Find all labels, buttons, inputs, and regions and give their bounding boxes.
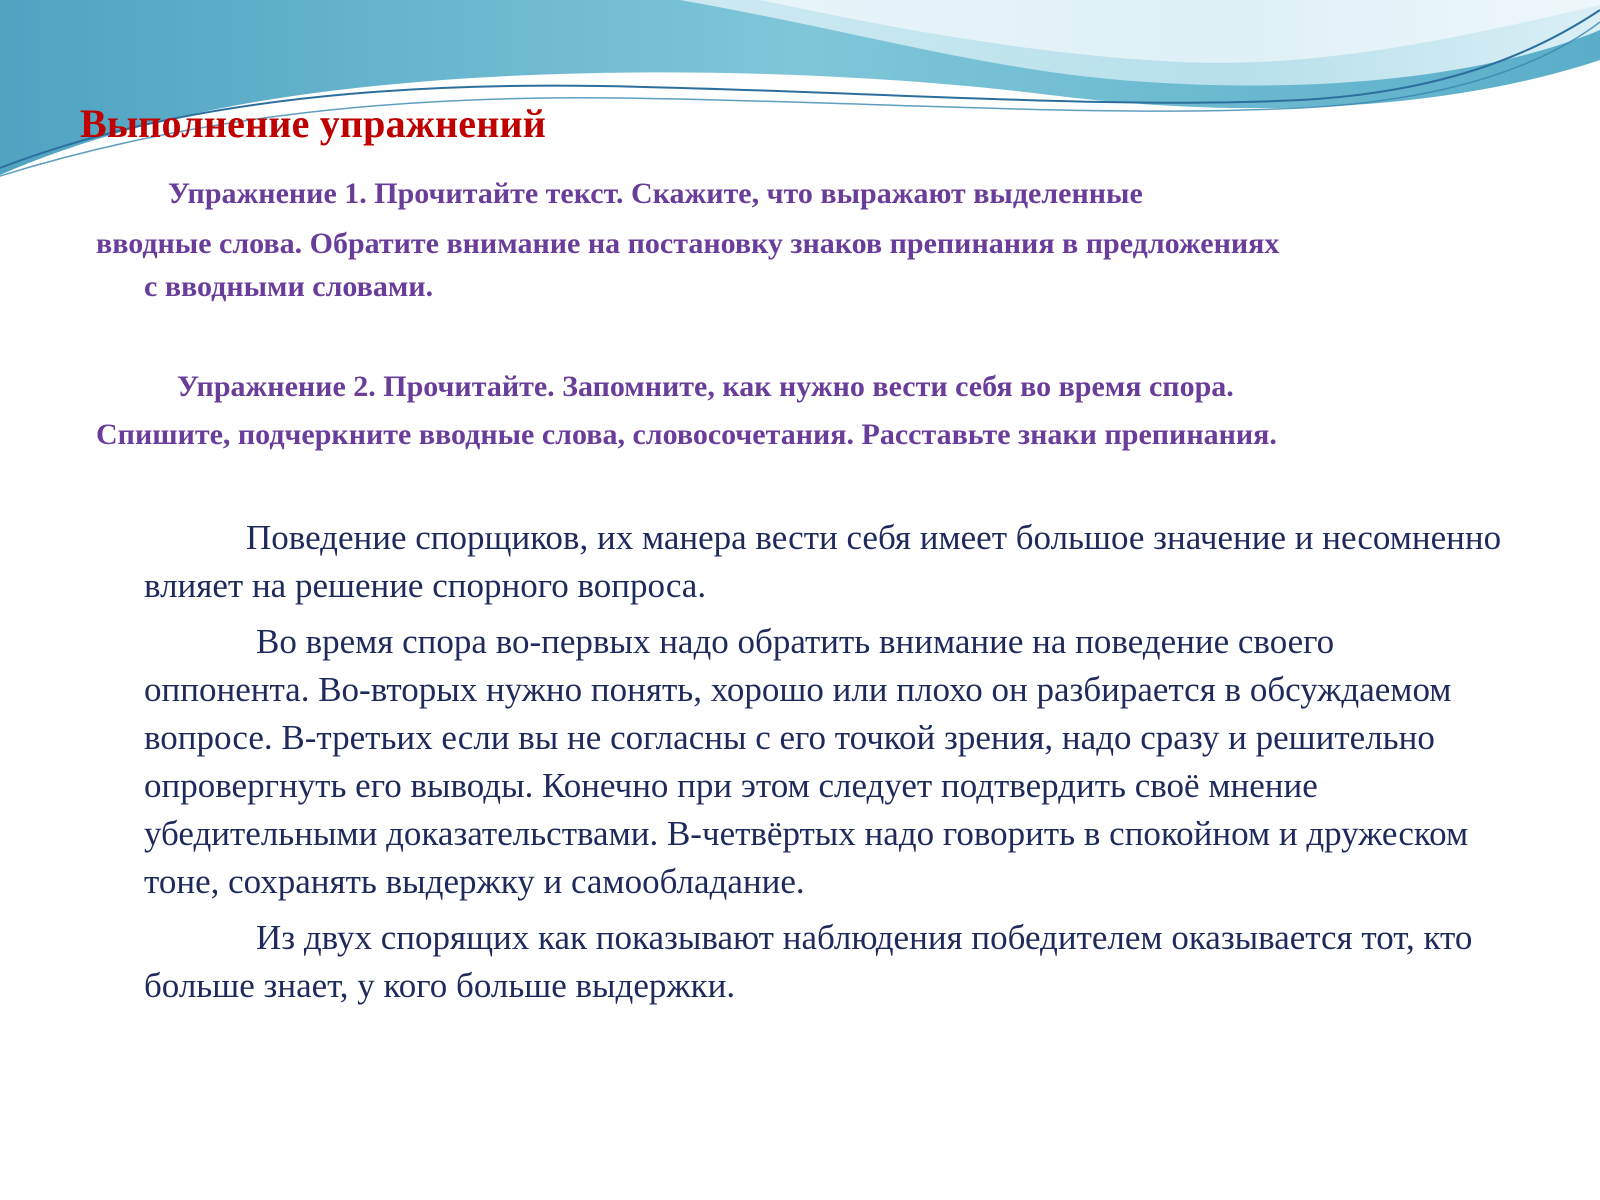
exercise-2-line-1: Упражнение 2. Прочитайте. Запомните, как нужно вести себя во время спора. (177, 370, 1234, 403)
paragraph-3: Из двух спорящих как показывают наблюдения победителем оказывается тот, кто больше знает, у кого больше выдержки. (144, 918, 1473, 1005)
exercise-1-line-1: Упражнение 1. Прочитайте текст. Скажите, что выражают выделенные (168, 177, 1143, 210)
paragraph-2: Во время спора во-первых надо обратить внимание на поведение своего оппонента. Во-вторых нужно понять, хорошо или плохо он разбирается в обсуждаемом вопросе. В-третьих если вы не согласны с его точкой зрения, надо сразу и решительно опровергнуть его выводы. Конечно при этом следует подтвердить своё мнение убедительными доказательствами. В-четвёртых надо говорить в спокойном и дружеском тоне, сохранять выдержку и самообладание. (144, 622, 1469, 901)
slide-title: Выполнение упражнений (80, 101, 546, 146)
exercise-1-line-2: вводные слова. Обратите внимание на постановку знаков препинания в предложениях (96, 227, 1280, 260)
paragraph-1: Поведение спорщиков, их манера вести себя имеет большое значение и несомненно влияет на решение спорного вопроса. (144, 518, 1502, 605)
exercise-1-line-3: с вводными словами. (144, 270, 434, 303)
exercise-2-line-2: Спишите, подчеркните вводные слова, словосочетания. Расставьте знаки препинания. (96, 418, 1277, 451)
exercise-text (144, 514, 1504, 1018)
